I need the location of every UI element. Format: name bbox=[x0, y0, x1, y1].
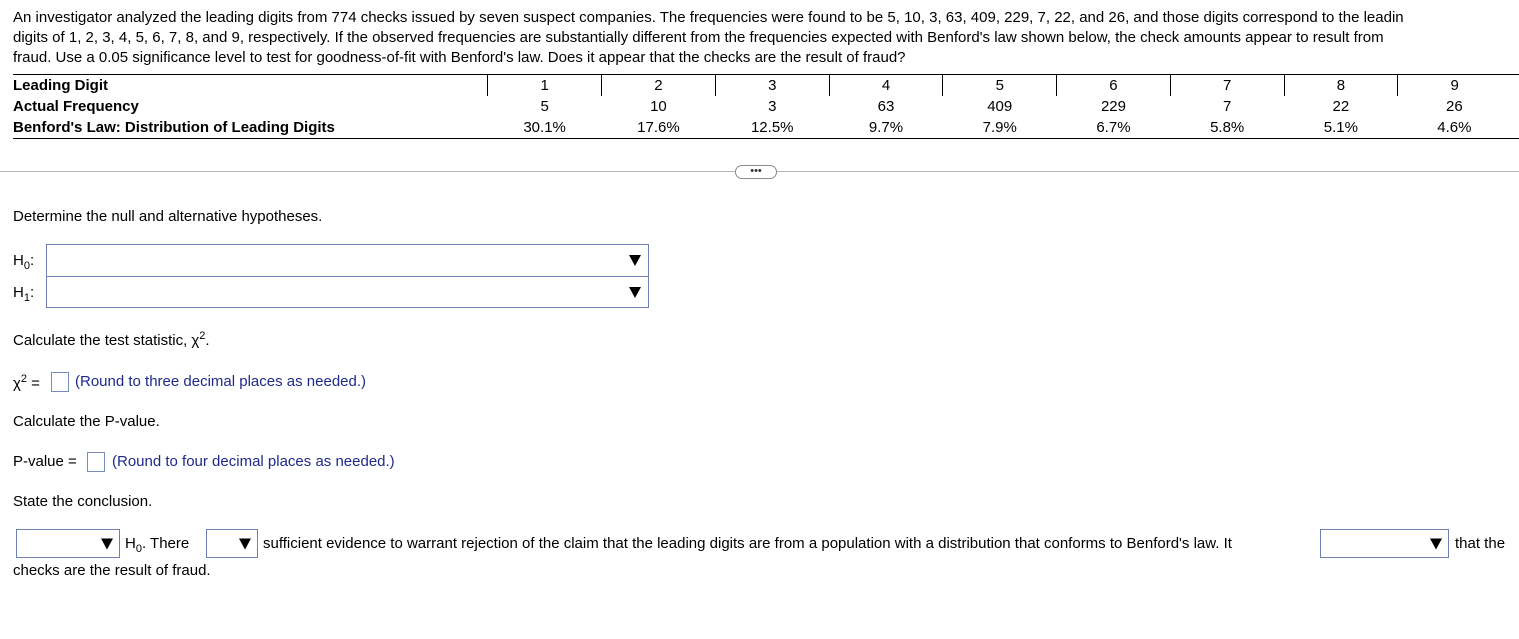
h0-subscript: 0 bbox=[23, 260, 30, 272]
p-value-hint: (Round to four decimal places as needed.) bbox=[112, 453, 395, 470]
dropdown-arrow-icon bbox=[1430, 538, 1442, 549]
h0-letter: H bbox=[125, 535, 136, 552]
table-cell: 12.5% bbox=[715, 117, 829, 139]
problem-line-1: An investigator analyzed the leading digits from 774 checks issued by seven suspect companies. The frequencies were found to be 5, 10, 3, 63, 409, 229, 7, 22, and 26, and those digits correspond to the leadin bbox=[13, 9, 1404, 26]
conclusion-end-text: that the bbox=[1455, 535, 1506, 552]
table-edge bbox=[1511, 96, 1519, 117]
p-value-label: P-value = bbox=[13, 453, 77, 470]
conclusion-prompt: State the conclusion. bbox=[13, 493, 153, 510]
table-cell: 9.7% bbox=[829, 117, 943, 139]
h1-dropdown[interactable] bbox=[47, 277, 648, 308]
table-edge bbox=[1511, 117, 1519, 139]
chi-square-hint: (Round to three decimal places as needed.) bbox=[75, 373, 367, 390]
row-label: Leading Digit bbox=[13, 75, 488, 97]
table-cell: 5.1% bbox=[1284, 117, 1398, 139]
chi-symbol: χ bbox=[13, 375, 21, 392]
table-cell: 26 bbox=[1446, 97, 1463, 115]
hypotheses-prompt: Determine the null and alternative hypotheses. bbox=[13, 208, 323, 225]
chi-square-input[interactable] bbox=[51, 372, 69, 392]
table-cell: 5.8% bbox=[1170, 117, 1284, 139]
table-row-actual-frequency bbox=[13, 96, 1519, 117]
h0-colon: : bbox=[29, 252, 35, 269]
table-cell: 8 bbox=[1284, 75, 1398, 97]
row-label: Benford's Law: Distribution of Leading Digits bbox=[13, 117, 488, 139]
there-text: . There bbox=[141, 535, 190, 552]
h1-label bbox=[13, 284, 34, 304]
equals-sign: = bbox=[27, 375, 40, 392]
conclusion-last-line: checks are the result of fraud. bbox=[13, 562, 211, 579]
fraud-appearance-dropdown[interactable] bbox=[1320, 529, 1449, 558]
table-cell: 7 bbox=[1223, 97, 1232, 115]
table-cell: 409 bbox=[987, 97, 1013, 115]
test-statistic-prompt-text: Calculate the test statistic, χ bbox=[13, 332, 200, 349]
hypotheses-dropdown-group bbox=[46, 244, 649, 308]
table-cell: 10 bbox=[650, 97, 667, 115]
problem-line-2: digits of 1, 2, 3, 4, 5, 6, 7, 8, and 9, respectively. If the observed frequencies are substantially different from the frequencies expected with Benford's law shown below, the check amounts appear to result from bbox=[13, 29, 1384, 46]
evidence-dropdown[interactable] bbox=[206, 529, 258, 558]
table-cell: 63 bbox=[877, 97, 895, 115]
problem-statement bbox=[13, 8, 1519, 68]
table-cell: 3 bbox=[715, 75, 829, 97]
table-cell: 9 bbox=[1398, 75, 1511, 97]
dropdown-arrow-icon bbox=[239, 538, 251, 549]
table-cell: 7.9% bbox=[943, 117, 1057, 139]
table-cell: 30.1% bbox=[488, 117, 602, 139]
p-value-input[interactable] bbox=[87, 452, 105, 472]
h0-letter: H bbox=[13, 252, 24, 269]
chi-square-superscript: 2 bbox=[199, 330, 206, 342]
table-cell: 1 bbox=[488, 75, 602, 97]
h1-letter: H bbox=[13, 284, 24, 301]
test-statistic-prompt bbox=[13, 330, 210, 349]
chi-square-label bbox=[13, 373, 40, 392]
expand-more-button[interactable]: ••• bbox=[735, 165, 777, 179]
table-cell: 22 bbox=[1332, 97, 1350, 115]
h1-colon: : bbox=[29, 284, 35, 301]
table-cell: 5 bbox=[943, 75, 1057, 97]
table-cell: 4 bbox=[829, 75, 943, 97]
table-cell: 6 bbox=[1057, 75, 1171, 97]
table-cell: 6.7% bbox=[1057, 117, 1171, 139]
h0-subscript: 0 bbox=[135, 543, 142, 555]
prompt-period: . bbox=[205, 332, 210, 349]
chi-square-superscript: 2 bbox=[20, 373, 27, 385]
table-cell: 17.6% bbox=[602, 117, 716, 139]
reject-decision-dropdown[interactable] bbox=[16, 529, 120, 558]
table-cell: 3 bbox=[768, 97, 777, 115]
table-cell: 7 bbox=[1170, 75, 1284, 97]
conclusion-h0 bbox=[125, 535, 189, 555]
p-value-prompt: Calculate the P-value. bbox=[13, 413, 160, 430]
dropdown-arrow-icon bbox=[101, 538, 113, 549]
dropdown-arrow-icon bbox=[629, 287, 641, 298]
benford-table bbox=[13, 74, 1519, 139]
h0-dropdown[interactable] bbox=[47, 245, 648, 276]
conclusion-middle-text: sufficient evidence to warrant rejection of the claim that the leading digits are from a population with a distribution that conforms to Benford's law. It bbox=[263, 535, 1232, 552]
table-row-leading-digit bbox=[13, 75, 1519, 97]
row-label: Actual Frequency bbox=[13, 97, 139, 115]
h0-label bbox=[13, 252, 34, 272]
table-cell: 229 bbox=[1100, 97, 1126, 115]
table-cell: 5 bbox=[540, 97, 549, 115]
h1-subscript: 1 bbox=[23, 292, 30, 304]
table-row-benford bbox=[13, 117, 1519, 139]
problem-line-3: fraud. Use a 0.05 significance level to test for goodness-of-fit with Benford's law. Does it appear that the checks are the result of fraud? bbox=[13, 49, 906, 66]
table-edge bbox=[1511, 75, 1519, 97]
table-cell: 4.6% bbox=[1398, 117, 1511, 139]
dropdown-arrow-icon bbox=[629, 255, 641, 266]
table-cell: 2 bbox=[602, 75, 716, 97]
